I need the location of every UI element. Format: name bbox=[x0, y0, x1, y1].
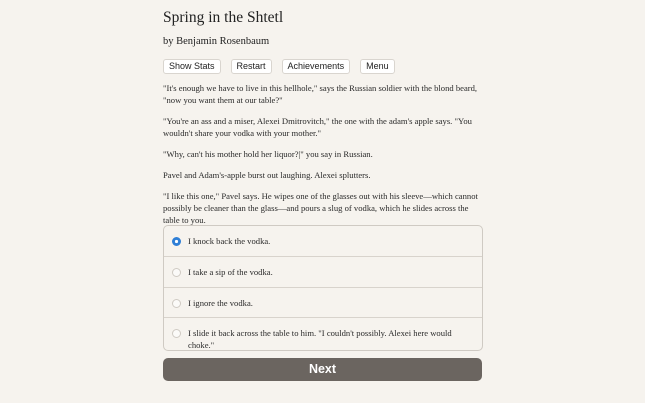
next-button[interactable]: Next bbox=[163, 358, 482, 381]
radio-icon[interactable] bbox=[172, 268, 181, 277]
author-byline: by Benjamin Rosenbaum bbox=[163, 36, 270, 47]
choice-label: I slide it back across the table to him. "I couldn't possibly. Alexei here would choke." bbox=[188, 328, 452, 350]
choice-label: I ignore the vodka. bbox=[188, 298, 253, 308]
choice-label: I take a sip of the vodka. bbox=[188, 267, 273, 277]
story-column bbox=[163, 9, 483, 235]
story-paragraph: "It's enough we have to live in this hellhole," says the Russian soldier with the blond beard, "now you want them at our table?" bbox=[163, 83, 478, 105]
choice-option[interactable] bbox=[164, 226, 482, 256]
choice-option[interactable] bbox=[164, 256, 482, 287]
radio-icon[interactable] bbox=[172, 329, 181, 338]
story-paragraph: "Why, can't his mother hold her liquor?|" you say in Russian. bbox=[163, 149, 373, 159]
story-paragraph: "I like this one," Pavel says. He wipes one of the glasses out with his sleeve—which cannot possibly be cleaner than the glass—and pours a slug of vodka, which he slides across the table to you. bbox=[163, 191, 478, 225]
choice-list bbox=[163, 225, 483, 351]
menu-button[interactable]: Menu bbox=[360, 59, 395, 74]
choice-label: I knock back the vodka. bbox=[188, 236, 271, 246]
story-text bbox=[163, 82, 483, 226]
choice-option[interactable] bbox=[164, 287, 482, 317]
story-paragraph: "You're an ass and a miser, Alexei Dmitrovitch," the one with the adam's apple says. "You wouldn't share your vodka with your mother." bbox=[163, 116, 472, 138]
game-title: Spring in the Shtetl bbox=[163, 9, 284, 26]
radio-selected-icon[interactable] bbox=[172, 237, 181, 246]
choice-option[interactable] bbox=[164, 317, 482, 350]
radio-icon[interactable] bbox=[172, 299, 181, 308]
toolbar bbox=[163, 59, 483, 74]
restart-button[interactable]: Restart bbox=[231, 59, 272, 74]
story-paragraph: Pavel and Adam's-apple burst out laughing. Alexei splutters. bbox=[163, 170, 371, 180]
show-stats-button[interactable]: Show Stats bbox=[163, 59, 221, 74]
achievements-button[interactable]: Achievements bbox=[282, 59, 351, 74]
